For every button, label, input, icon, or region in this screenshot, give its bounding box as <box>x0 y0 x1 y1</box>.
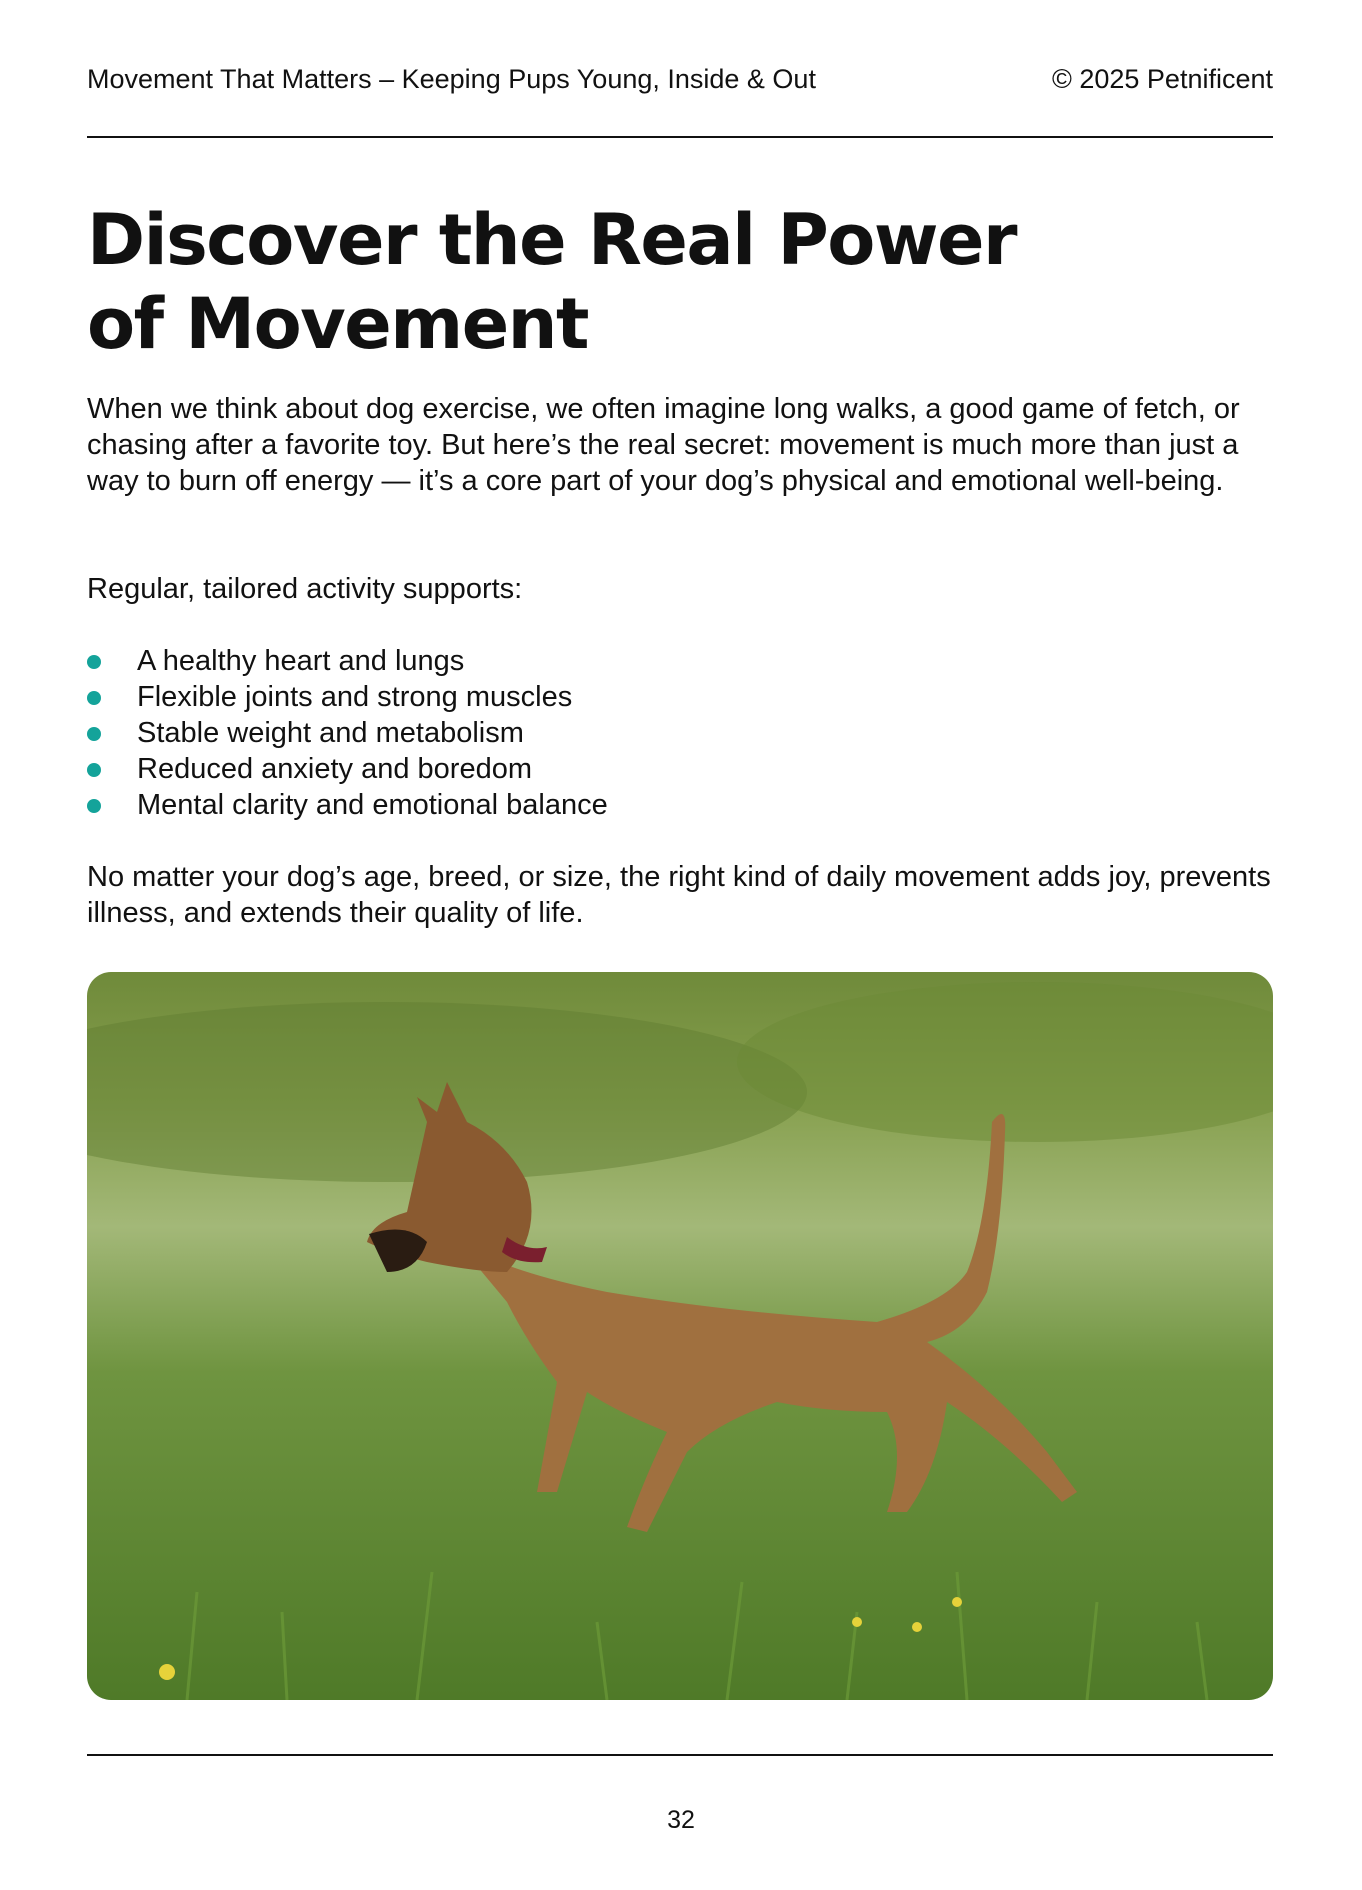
header-copyright: © 2025 Petnificent <box>1051 64 1273 94</box>
closing-paragraph: No matter your dog’s age, breed, or size, the right kind of daily movement adds joy, prevents illness, and extends their quality of life. <box>87 861 1271 929</box>
page-title <box>87 198 1087 366</box>
footer-divider <box>87 1754 1273 1756</box>
header-divider <box>87 136 1273 138</box>
list-item: Flexible joints and strong muscles <box>87 679 1273 715</box>
bullet-icon <box>87 799 101 813</box>
title-line-2: of Movement <box>87 283 588 365</box>
bullet-icon <box>87 655 101 669</box>
title-line-1: Discover the Real Power <box>87 199 1017 281</box>
list-item: A healthy heart and lungs <box>87 643 1273 679</box>
intro-paragraph: When we think about dog exercise, we often imagine long walks, a good game of fetch, or chasing after a favorite toy. But here’s the real secret: movement is much more than just a way to burn off energy — it’s a core part of your dog’s physical and emotional well-being. <box>87 393 1240 497</box>
header-title: Movement That Matters – Keeping Pups Young, Inside & Out <box>87 64 816 94</box>
supports-label: Regular, tailored activity supports: <box>87 573 523 605</box>
bullet-icon <box>87 763 101 777</box>
bullet-icon <box>87 727 101 741</box>
list-item: Stable weight and metabolism <box>87 715 1273 751</box>
page-header <box>87 64 1273 95</box>
page-number: 32 <box>667 1806 695 1834</box>
dog-running-photo <box>87 972 1273 1700</box>
list-item: Reduced anxiety and boredom <box>87 751 1273 787</box>
benefits-list <box>87 643 1273 823</box>
bullet-icon <box>87 691 101 705</box>
list-item: Mental clarity and emotional balance <box>87 787 1273 823</box>
